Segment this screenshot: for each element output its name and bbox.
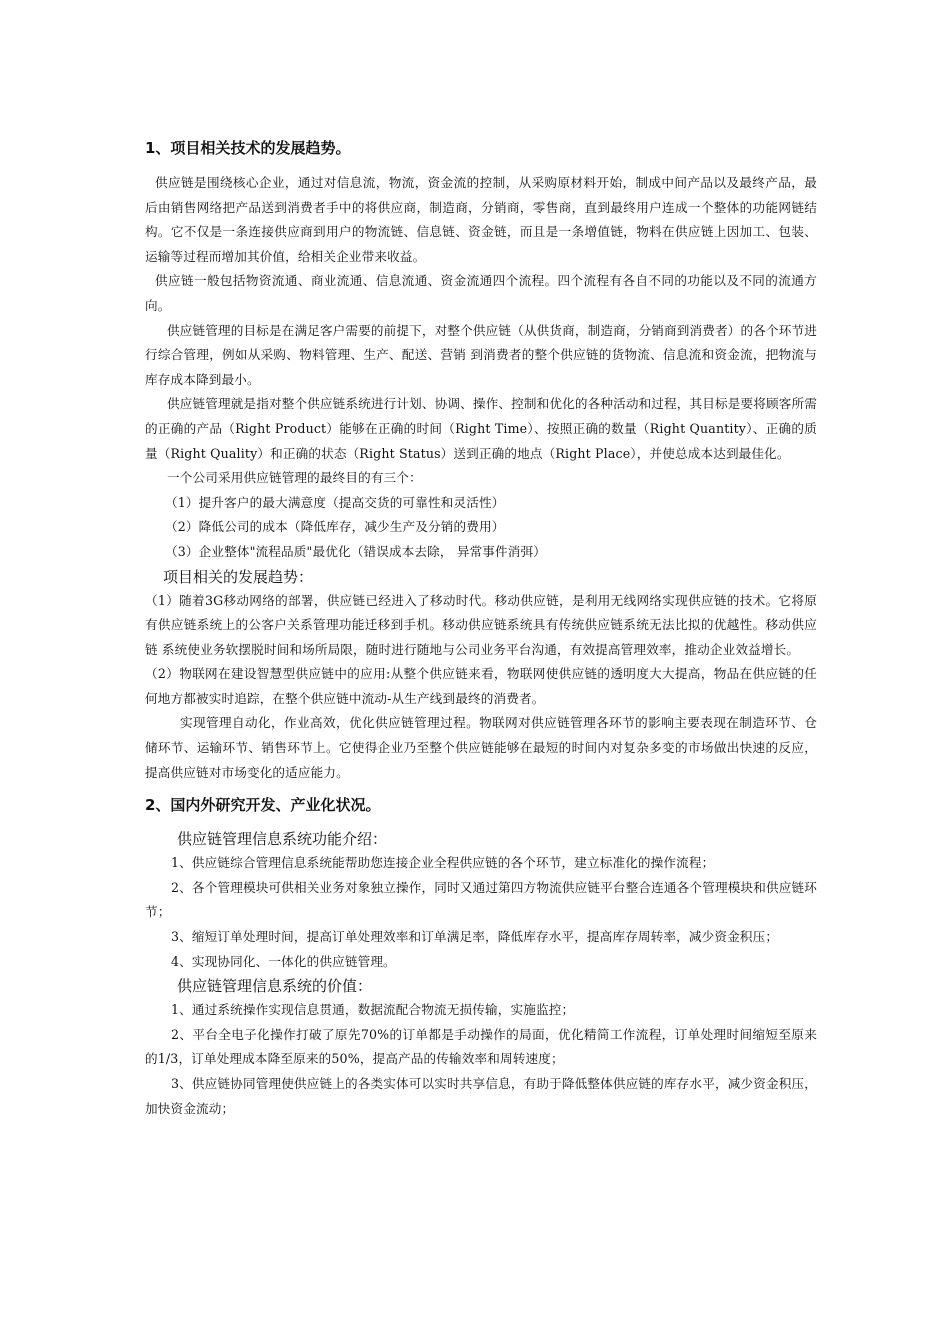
paragraph-trend-iot: （2）物联网在建设智慧型供应链中的应用:从整个供应链来看，物联网使供应链的透明度大大提高，物品在供应链的任何地方都被实时追踪，在整个供应链中流动-从生产线到最终的消费者。 <box>145 666 817 706</box>
list-item-goal-1: （1）提升客户的最大满意度（提高交货的可靠性和灵活性） <box>165 494 505 510</box>
subheading-trends: 项目相关的发展趋势： <box>163 567 314 586</box>
list-item-value-3: 3、供应链协同管理使供应链上的各类实体可以实时共享信息，有助于降低整体供应链的库存水平，减少资金积压，加快资金流动； <box>145 1076 817 1116</box>
paragraph-trend-automation: 实现管理自动化，作业高效，优化供应链管理过程。物联网对供应链管理各环节的影响主要表现在制造环节、仓储环节、运输环节、销售环节上。它使得企业乃至整个供应链能够在最短的时间内对复杂多变的市场做出快速的反应，提高供应链对市场变化的适应能力。 <box>145 715 817 780</box>
section-heading-2: 2、国内外研究开发、产业化状况。 <box>145 796 381 815</box>
document-body <box>145 137 817 1121</box>
paragraph-trend-mobile: （1）随着3G移动网络的部署，供应链已经进入了移动时代。移动供应链，是利用无线网络实现供应链的技术。它将原有供应链系统上的公客户关系管理功能迁移到手机。移动供应链系统具有传统供应链系统无法比拟的优越性。移动供应链 系统使业务软摆脱时间和场所局限，随时进行随地与公司业务平台沟通，有效提高管理效率，推动企业效益增长。 <box>145 592 817 657</box>
paragraph-three-purposes: 一个公司采用供应链管理的最终目的有三个： <box>167 470 422 486</box>
paragraph-supply-chain-definition: 供应链是围绕核心企业，通过对信息流，物流，资金流的控制，从采购原材料开始，制成中间产品以及最终产品，最后由销售网络把产品送到消费者手中的将供应商，制造商，分销商，零售商，直到最终用户连成一个整体的功能网链结构。它不仅是一条连接供应商到用户的物流链、信息链、资金链，而且是一条增值链，物料在供应链上因加工、包装、运输等过程而增加其价值，给相关企业带来收益。 <box>145 175 817 264</box>
list-item-goal-3: （3）企业整体"流程品质"最优化（错误成本去除， 异常事件消弭） <box>165 543 547 559</box>
list-item-value-2: 2、平台全电子化操作打破了原先70%的订单都是手动操作的局面，优化精简工作流程，订单处理时间缩短至原来的1/3，订单处理成本降至原来的50%，提高产品的传输效率和周转速度； <box>145 1026 817 1067</box>
list-item-function-1: 1、供应链综合管理信息系统能帮助您连接企业全程供应链的各个环节，建立标准化的操作流程； <box>171 855 715 871</box>
subheading-system-value: 供应链管理信息系统的价值： <box>177 977 373 996</box>
list-item-function-2: 2、各个管理模块可供相关业务对象独立操作，同时又通过第四方物流供应链平台整合连通各个管理模块和供应链环节； <box>145 879 817 920</box>
list-item-value-1: 1、通过系统操作实现信息贯通，数据流配合物流无损传输，实施监控； <box>171 1002 575 1018</box>
list-item-function-4: 4、实现协同化、一体化的供应链管理。 <box>171 953 396 969</box>
paragraph-scm-definition: 供应链管理就是指对整个供应链系统进行计划、协调、操作、控制和优化的各种活动和过程，其目标是要将顾客所需的正确的产品（Right Product）能够在正确的时间（Right Time）、按照正确的数量（Right Quantity）、正确的质量（Right Quality）和正确的状态（Right Status）送到正确的地点（Right Place），并使总成本达到最佳化。 <box>145 396 817 461</box>
subheading-system-functions: 供应链管理信息系统功能介绍： <box>177 830 388 849</box>
paragraph-four-flows: 供应链一般包括物资流通、商业流通、信息流通、资金流通四个流程。四个流程有各自不同的功能以及不同的流通方向。 <box>145 273 817 313</box>
list-item-function-3: 3、缩短订单处理时间，提高订单处理效率和订单满足率，降低库存水平，提高库存周转率，减少资金积压； <box>171 929 779 945</box>
section-heading-1: 1、项目相关技术的发展趋势。 <box>145 139 351 157</box>
paragraph-scm-goal: 供应链管理的目标是在满足客户需要的前提下，对整个供应链（从供货商，制造商，分销商到消费者）的各个环节进行综合管理，例如从采购、物料管理、生产、配送、营销 到消费者的整个供应链的货物流、信息流和资金流，把物流与库存成本降到最小。 <box>145 322 817 387</box>
list-item-goal-2: （2）降低公司的成本（降低库存，减少生产及分销的费用） <box>165 519 505 535</box>
